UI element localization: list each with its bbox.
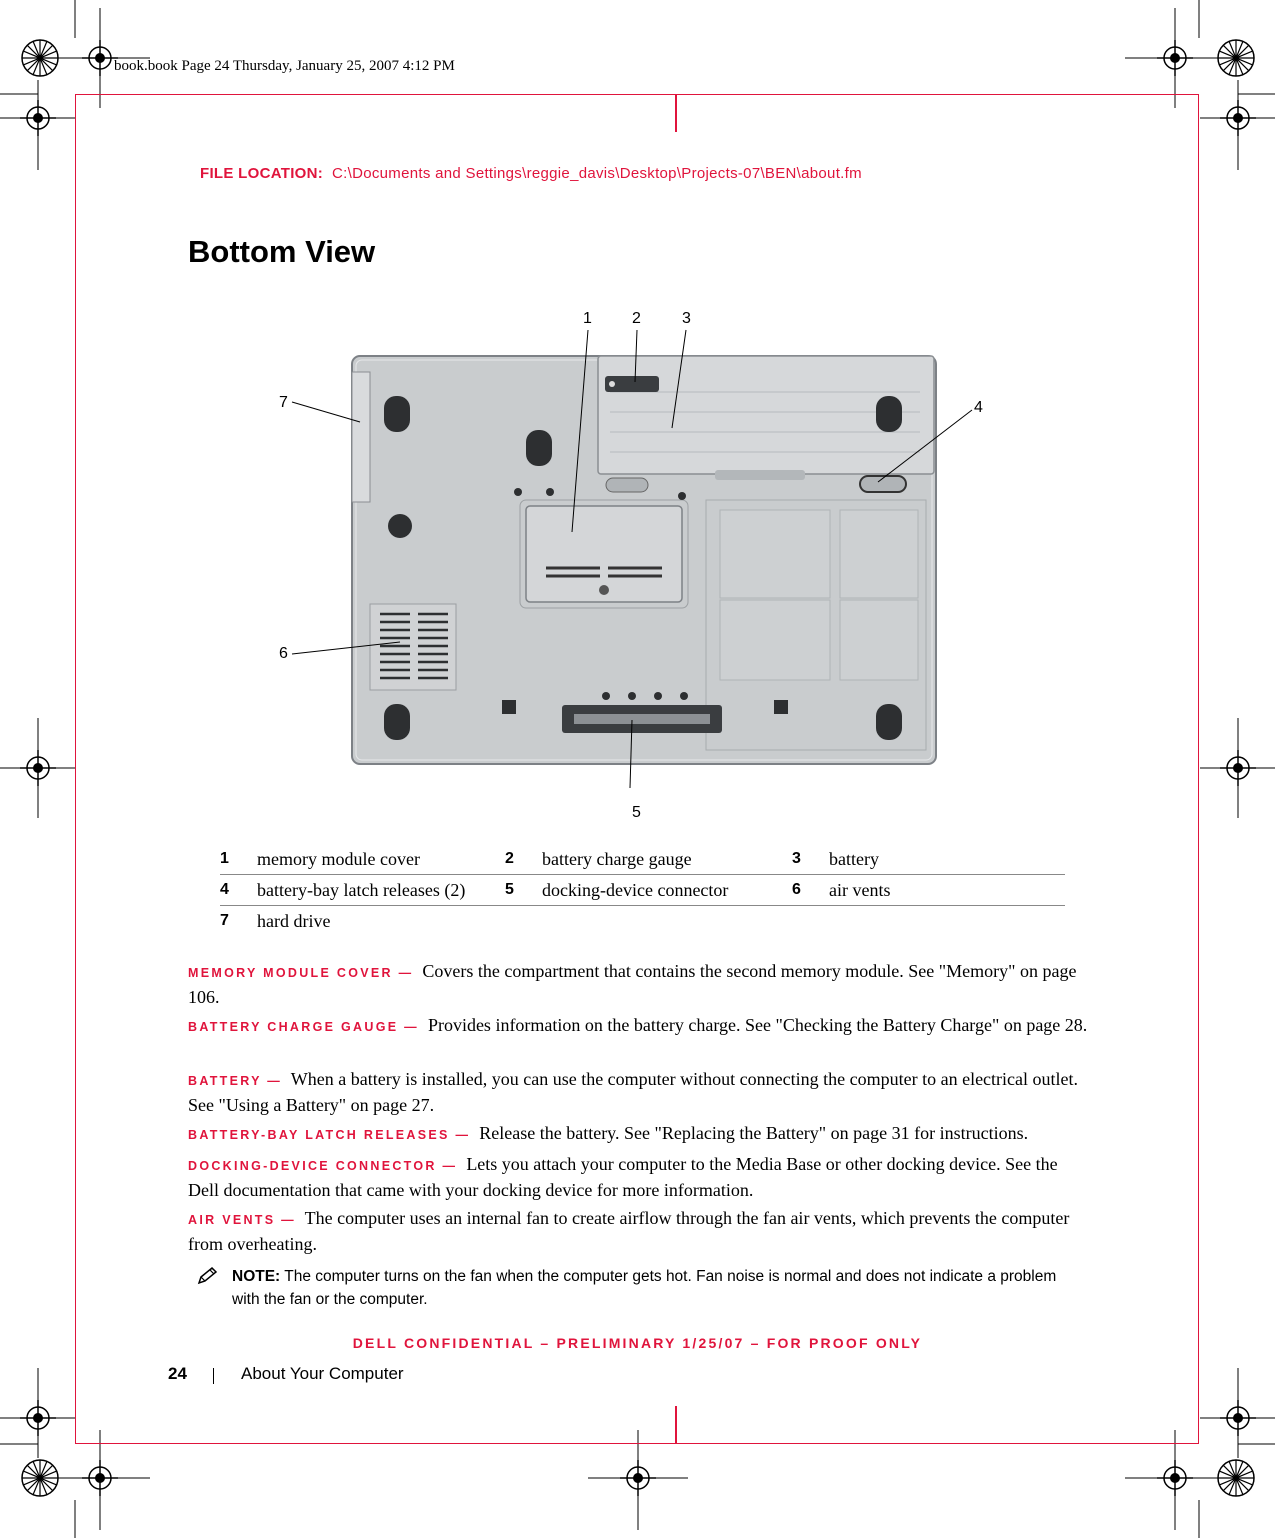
description-term: BATTERY —: [188, 1074, 283, 1088]
part-label: battery: [829, 844, 1065, 875]
note-block: [232, 1265, 1082, 1311]
callout-5: 5: [632, 804, 641, 821]
part-number: 3: [792, 844, 829, 875]
description-term: MEMORY MODULE COVER —: [188, 966, 414, 980]
part-number: 4: [220, 875, 257, 906]
part-label: [829, 906, 1065, 937]
part-label: battery charge gauge: [542, 844, 792, 875]
file-location: [200, 165, 862, 182]
bottom-center-mark: [675, 1406, 677, 1444]
description-term: DOCKING-DEVICE CONNECTOR —: [188, 1159, 458, 1173]
rubber-foot: [384, 396, 410, 432]
rubber-foot: [876, 396, 902, 432]
part-label: docking-device connector: [542, 875, 792, 906]
pencil-icon: [196, 1266, 220, 1286]
part-number: 2: [505, 844, 542, 875]
description-air-vents: [188, 1206, 1088, 1256]
parts-table: [220, 844, 1065, 936]
note-text: The computer turns on the fan when the computer gets hot. Fan noise is normal and does not indicate a problem with the fan or the computer.: [232, 1268, 1057, 1308]
callout-2: 2: [632, 310, 641, 327]
description-memory-module-cover: [188, 959, 1088, 1009]
callout-1: 1: [583, 310, 592, 327]
part-label: memory module cover: [257, 844, 505, 875]
top-center-mark: [675, 94, 677, 132]
description-text: Lets you attach your computer to the Media Base or other docking device. See the Dell documentation that came with your docking device for more information.: [188, 1154, 1058, 1200]
table-row: [220, 844, 1065, 875]
rubber-foot: [526, 430, 552, 466]
page-number: 24: [168, 1364, 187, 1383]
rubber-foot: [384, 704, 410, 740]
part-label: hard drive: [257, 910, 331, 931]
description-docking-device-connector: [188, 1152, 1088, 1202]
table-row: [220, 906, 1065, 937]
file-location-path: C:\Documents and Settings\reggie_davis\Desktop\Projects-07\BEN\about.fm: [332, 165, 862, 182]
description-term: AIR VENTS —: [188, 1213, 296, 1227]
description-text: The computer uses an internal fan to create airflow through the fan air vents, which prevents the computer from overheating.: [188, 1208, 1070, 1254]
description-text: When a battery is installed, you can use the computer without connecting the computer to an electrical outlet. See "Using a Battery" on page 27.: [188, 1069, 1079, 1115]
description-battery-charge-gauge: [188, 1013, 1088, 1039]
hard-drive-shape: [352, 372, 370, 502]
part-number: 5: [505, 875, 542, 906]
part-number: 1: [220, 844, 257, 875]
part-number: [505, 906, 542, 937]
description-battery-bay-latch-releases: [188, 1121, 1088, 1147]
callout-7: 7: [279, 394, 288, 411]
part-number: [792, 906, 829, 937]
description-term: BATTERY-BAY LATCH RELEASES —: [188, 1128, 471, 1142]
rubber-foot: [876, 704, 902, 740]
laptop-bottom-illustration: [270, 300, 990, 830]
callout-6: 6: [279, 645, 288, 662]
part-label: [542, 906, 792, 937]
description-text: Covers the compartment that contains the second memory module. See "Memory" on page 106.: [188, 961, 1077, 1007]
description-battery: [188, 1067, 1088, 1117]
file-location-label: FILE LOCATION:: [200, 165, 324, 182]
part-label: air vents: [829, 875, 1065, 906]
description-text: Provides information on the battery charge. See "Checking the Battery Charge" on page 28.: [427, 1015, 1088, 1035]
table-row: [220, 875, 1065, 906]
description-text: Release the battery. See "Replacing the Battery" on page 31 for instructions.: [479, 1123, 1029, 1143]
description-term: BATTERY CHARGE GAUGE —: [188, 1020, 419, 1034]
note-label: NOTE:: [232, 1268, 281, 1285]
book-info-line: book.book Page 24 Thursday, January 25, 2007 4:12 PM: [114, 58, 455, 74]
callout-4: 4: [974, 399, 983, 416]
latch-shape: [606, 478, 648, 492]
callout-3: 3: [682, 310, 691, 327]
section-title: Bottom View: [188, 234, 376, 269]
footer-separator: [213, 1368, 214, 1384]
part-number: 7: [220, 912, 229, 929]
part-label: battery-bay latch releases (2): [257, 875, 505, 906]
confidential-banner: DELL CONFIDENTIAL – PRELIMINARY 1/25/07 – FOR PROOF ONLY: [352, 1335, 923, 1351]
part-number: 6: [792, 875, 829, 906]
chapter-title: About Your Computer: [241, 1364, 404, 1383]
